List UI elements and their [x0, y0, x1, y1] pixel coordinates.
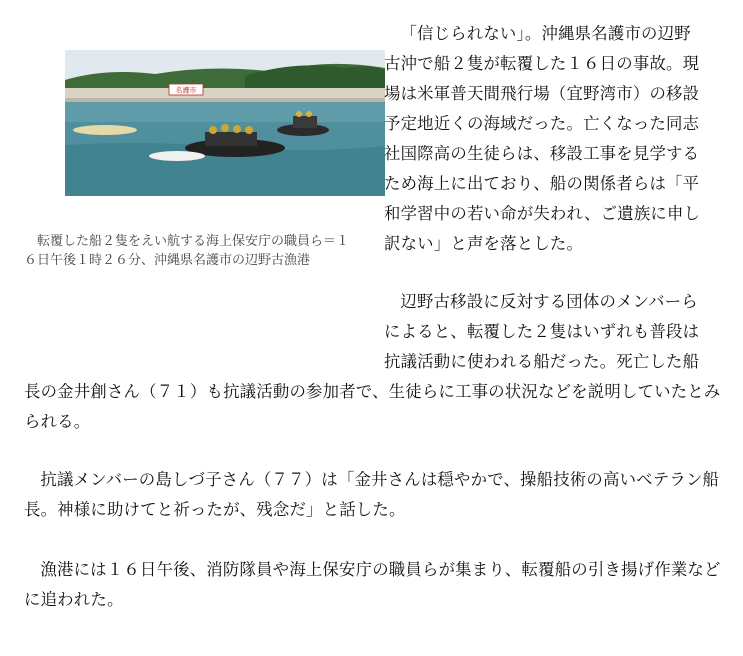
paragraph-1: 「信じられない」。沖縄県名護市の辺野古沖で船２隻が転覆した１６日の事故。現場は米軍普天間飛行場（宜野湾市）の移設予定地近くの海域だった。亡くなった同志社国際高の生徒らは、移設工事を見学するため海上に出ており、船の関係者らは「平和学習中の若い命が失われ、ご遺族に申し訳ない」と声を落とした。 — [384, 24, 701, 253]
photo-block — [24, 50, 354, 270]
photo-caption: 転覆した船２隻をえい航する海上保安庁の職員ら＝１６日午後１時２６分、沖縄県名護市の辺野古漁港 — [24, 234, 350, 268]
paragraph-3: 抗議メンバーの島しづ子さん（７７）は「金井さんは穏やかで、操船技術の高いベテラン船長。神様に助けてと祈ったが、残念だ」と話した。 — [24, 470, 720, 519]
paragraph-2-head: 辺野古移設に反対する団体のメンバーらによると、転覆した２隻はいずれも普段は抗議活動に使われる船だった。死亡した船 — [384, 292, 700, 371]
paragraph-4: 漁港には１６日午後、消防隊員や海上保安庁の職員らが集まり、転覆船の引き揚げ作業などに追われた。 — [24, 560, 721, 609]
news-photo[interactable] — [65, 50, 385, 196]
svg-text:名護市: 名護市 — [175, 86, 197, 95]
paragraph-2-tail: 長の金井創さん（７１）も抗議活動の参加者で、生徒らに工事の状況などを説明していたとみられる。 — [24, 382, 721, 431]
